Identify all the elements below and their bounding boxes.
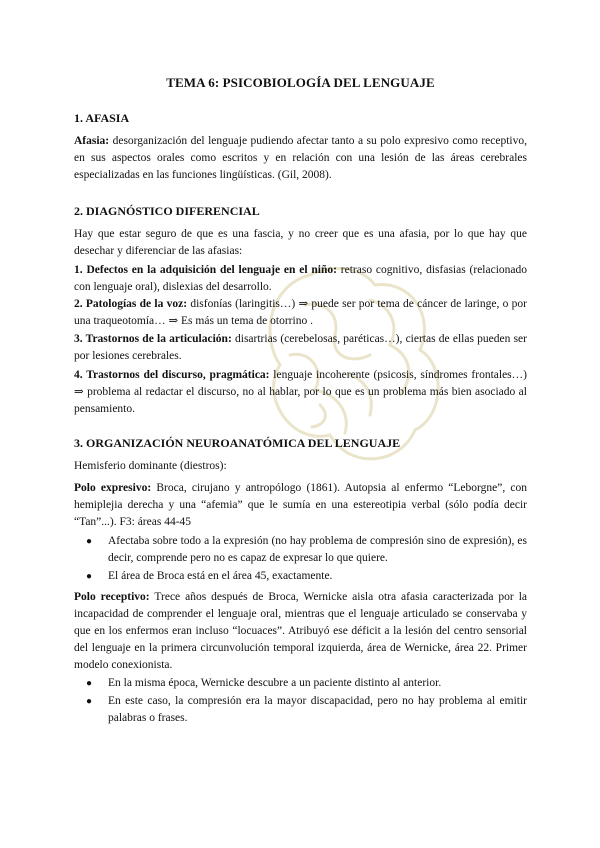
- polo-expresivo: [74, 480, 527, 531]
- afasia-term: Afasia:: [74, 135, 110, 147]
- list-item: [86, 568, 527, 585]
- polo-receptivo-text: Trece años después de Broca, Wernicke aisla otra afasia caracterizada por la incapacidad de comprender el lenguaje oral, mientras que el lenguaje articulado se conservaba y que en los enfermos eran incluso “locuaces”. Atribuyó ese déficit a la lesión del centro sensorial del lenguaje en la primera circunvolución temporal izquierda, área de Wernicke, área 22. Primer modelo conexionista.: [74, 591, 527, 671]
- list-item: [86, 693, 527, 727]
- list-item: [86, 533, 527, 567]
- diagnostico-item-3: [74, 331, 527, 365]
- item-text: lenguaje incoherente (psicosis, síndromes frontales…) ⇒ problema al redactar el discurso, no al hablar, por lo que es un problema más bien asociado al pensamiento.: [74, 369, 527, 415]
- polo-receptivo-label: Polo receptivo:: [74, 591, 150, 603]
- page-title: TEMA 6: PSICOBIOLOGÍA DEL LENGUAJE: [166, 75, 435, 90]
- section-2-heading: 2. DIAGNÓSTICO DIFERENCIAL: [74, 204, 260, 218]
- bullet-icon: ●: [86, 571, 93, 582]
- item-text: retraso cognitivo, disfasias (relacionado con lenguaje oral), dislexias del desarrollo.: [74, 264, 527, 293]
- list-item-text: Afectaba sobre todo a la expresión (no hay problema de compresión sino de expresión), es decir, comprende pero no es capaz de expresar lo que quiere.: [108, 535, 527, 564]
- item-text: disartrias (cerebelosas, paréticas…), ciertas de ellas pueden ser por lesiones cerebrales.: [74, 333, 527, 362]
- list-item-text: En la misma época, Wernicke descubre a un paciente distinto al anterior.: [108, 677, 442, 689]
- item-label: 4. Trastornos del discurso, pragmática:: [74, 369, 270, 381]
- polo-expresivo-label: Polo expresivo:: [74, 482, 152, 494]
- afasia-text: desorganización del lenguaje pudiendo afectar tanto a su polo expresivo como receptivo, en sus aspectos orales como escritos y en relación con una lesión de las áreas cerebrales especializadas en las funciones lingüísticas. (Gil, 2008).: [74, 135, 527, 181]
- list-item-text: En este caso, la compresión era la mayor discapacidad, pero no hay problema al emitir palabras o frases.: [108, 695, 527, 724]
- bullet-icon: ●: [86, 536, 93, 547]
- diagnostico-item-2: [74, 296, 527, 330]
- hemisferio-label: Hemisferio dominante (diestros):: [74, 460, 227, 472]
- section-1-heading: 1. AFASIA: [74, 111, 130, 125]
- diagnostico-intro: Hay que estar seguro de que es una fascia, y no creer que es una afasia, por lo que hay que desechar y diferenciar de las afasias:: [74, 228, 527, 257]
- bullet-icon: ●: [86, 678, 93, 689]
- section-3-heading: 3. ORGANIZACIÓN NEUROANATÓMICA DEL LENGUAJE: [74, 436, 401, 450]
- item-label: 3. Trastornos de la articulación:: [74, 333, 232, 345]
- afasia-definition: [74, 133, 527, 184]
- polo-expresivo-text: Broca, cirujano y antropólogo (1861). Autopsia al enfermo “Leborgne”, con hemiplejia derecha y una “afemia” que le sumía en una estereotipia verbal (sólo podía decir “Tan”...). F3: áreas 44-45: [74, 482, 527, 528]
- diagnostico-item-1: [74, 262, 527, 296]
- item-label: 2. Patologías de la voz:: [74, 298, 188, 310]
- item-label: 1. Defectos en la adquisición del lenguaje en el niño:: [74, 264, 337, 276]
- list-item-text: El área de Broca está en el área 45, exactamente.: [108, 570, 333, 582]
- bullet-icon: ●: [86, 696, 93, 707]
- diagnostico-item-4: [74, 367, 527, 418]
- item-text: disfonías (laringitis…) ⇒ puede ser por tema de cáncer de laringe, o por una traqueotomía… ⇒ Es más un tema de otorrino .: [74, 298, 527, 327]
- list-item: [86, 675, 527, 692]
- polo-receptivo: [74, 589, 527, 674]
